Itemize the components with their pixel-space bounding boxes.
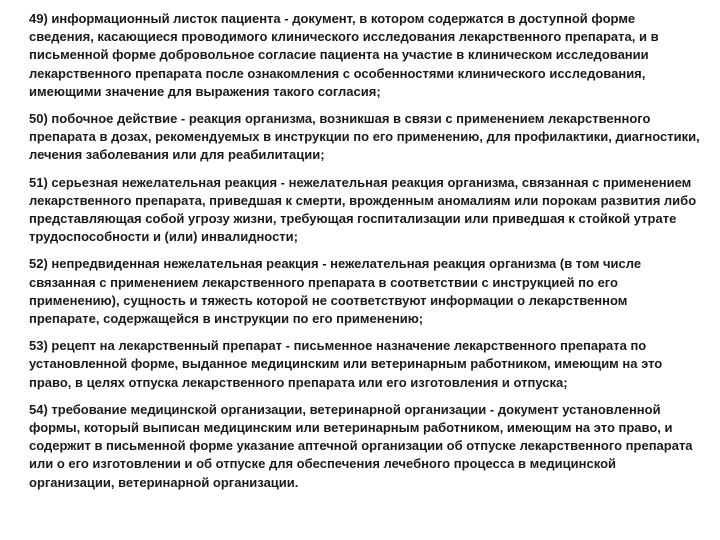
paragraph-49-information-sheet: 49) информационный листок пациента - документ, в котором содержатся в доступной форме сведения, касающиеся проводимого клинического исследования лекарственного препарата, и в письменной форме добровольное согласие пациента на участие в клиническом исследовании лекарственного препарата после ознакомления с особенностями клинического исследования, имеющими значение для выражения такого согласия; — [29, 11, 659, 99]
paragraph-51-serious-adverse-reaction: 51) серьезная нежелательная реакция - нежелательная реакция организма, связанная с применением лекарственного препарата, приведшая к смерти, врожденным аномалиям или порокам развития либо представляющая собой угрозу жизни, требующая госпитализации или приведшая к стойкой утрате трудоспособности и (или) инвалидности; — [29, 174, 697, 245]
document-page — [29, 10, 701, 501]
paragraph-52-unexpected-adverse-reaction: 52) непредвиденная нежелательная реакция - нежелательная реакция организма (в том числе связанная с применением лекарственного препарата в соответствии с инструкцией по его применению), сущность и тяжесть которой не соответствуют информации о лекарственном препарате, содержащейся в инструкции по его применению; — [29, 256, 642, 327]
paragraph-50-side-effect: 50) побочное действие - реакция организма, возникшая в связи с применением лекарственного препарата в дозах, рекомендуемых в инструкции по его применению, для профилактики, диагностики, лечения заболевания или для реабилитации; — [29, 111, 700, 163]
paragraph-54-organization-requirement: 54) требование медицинской организации, ветеринарной организации - документ установленной формы, который выписан медицинским или ветеринарным работником, имеющим на это право, и содержит в письменной форме указание аптечной организации об отпуске лекарственного препарата или о его изготовлении и об отпуске для обеспечения лечебного процесса в медицинской организации, ветеринарной организации. — [29, 401, 693, 490]
paragraph-53-prescription: 53) рецепт на лекарственный препарат - письменное назначение лекарственного препарата по установленной форме, выданное медицинским или ветеринарным работником, имеющим на это право, в целях отпуска лекарственного препарата или его изготовления и отпуска; — [29, 338, 663, 390]
